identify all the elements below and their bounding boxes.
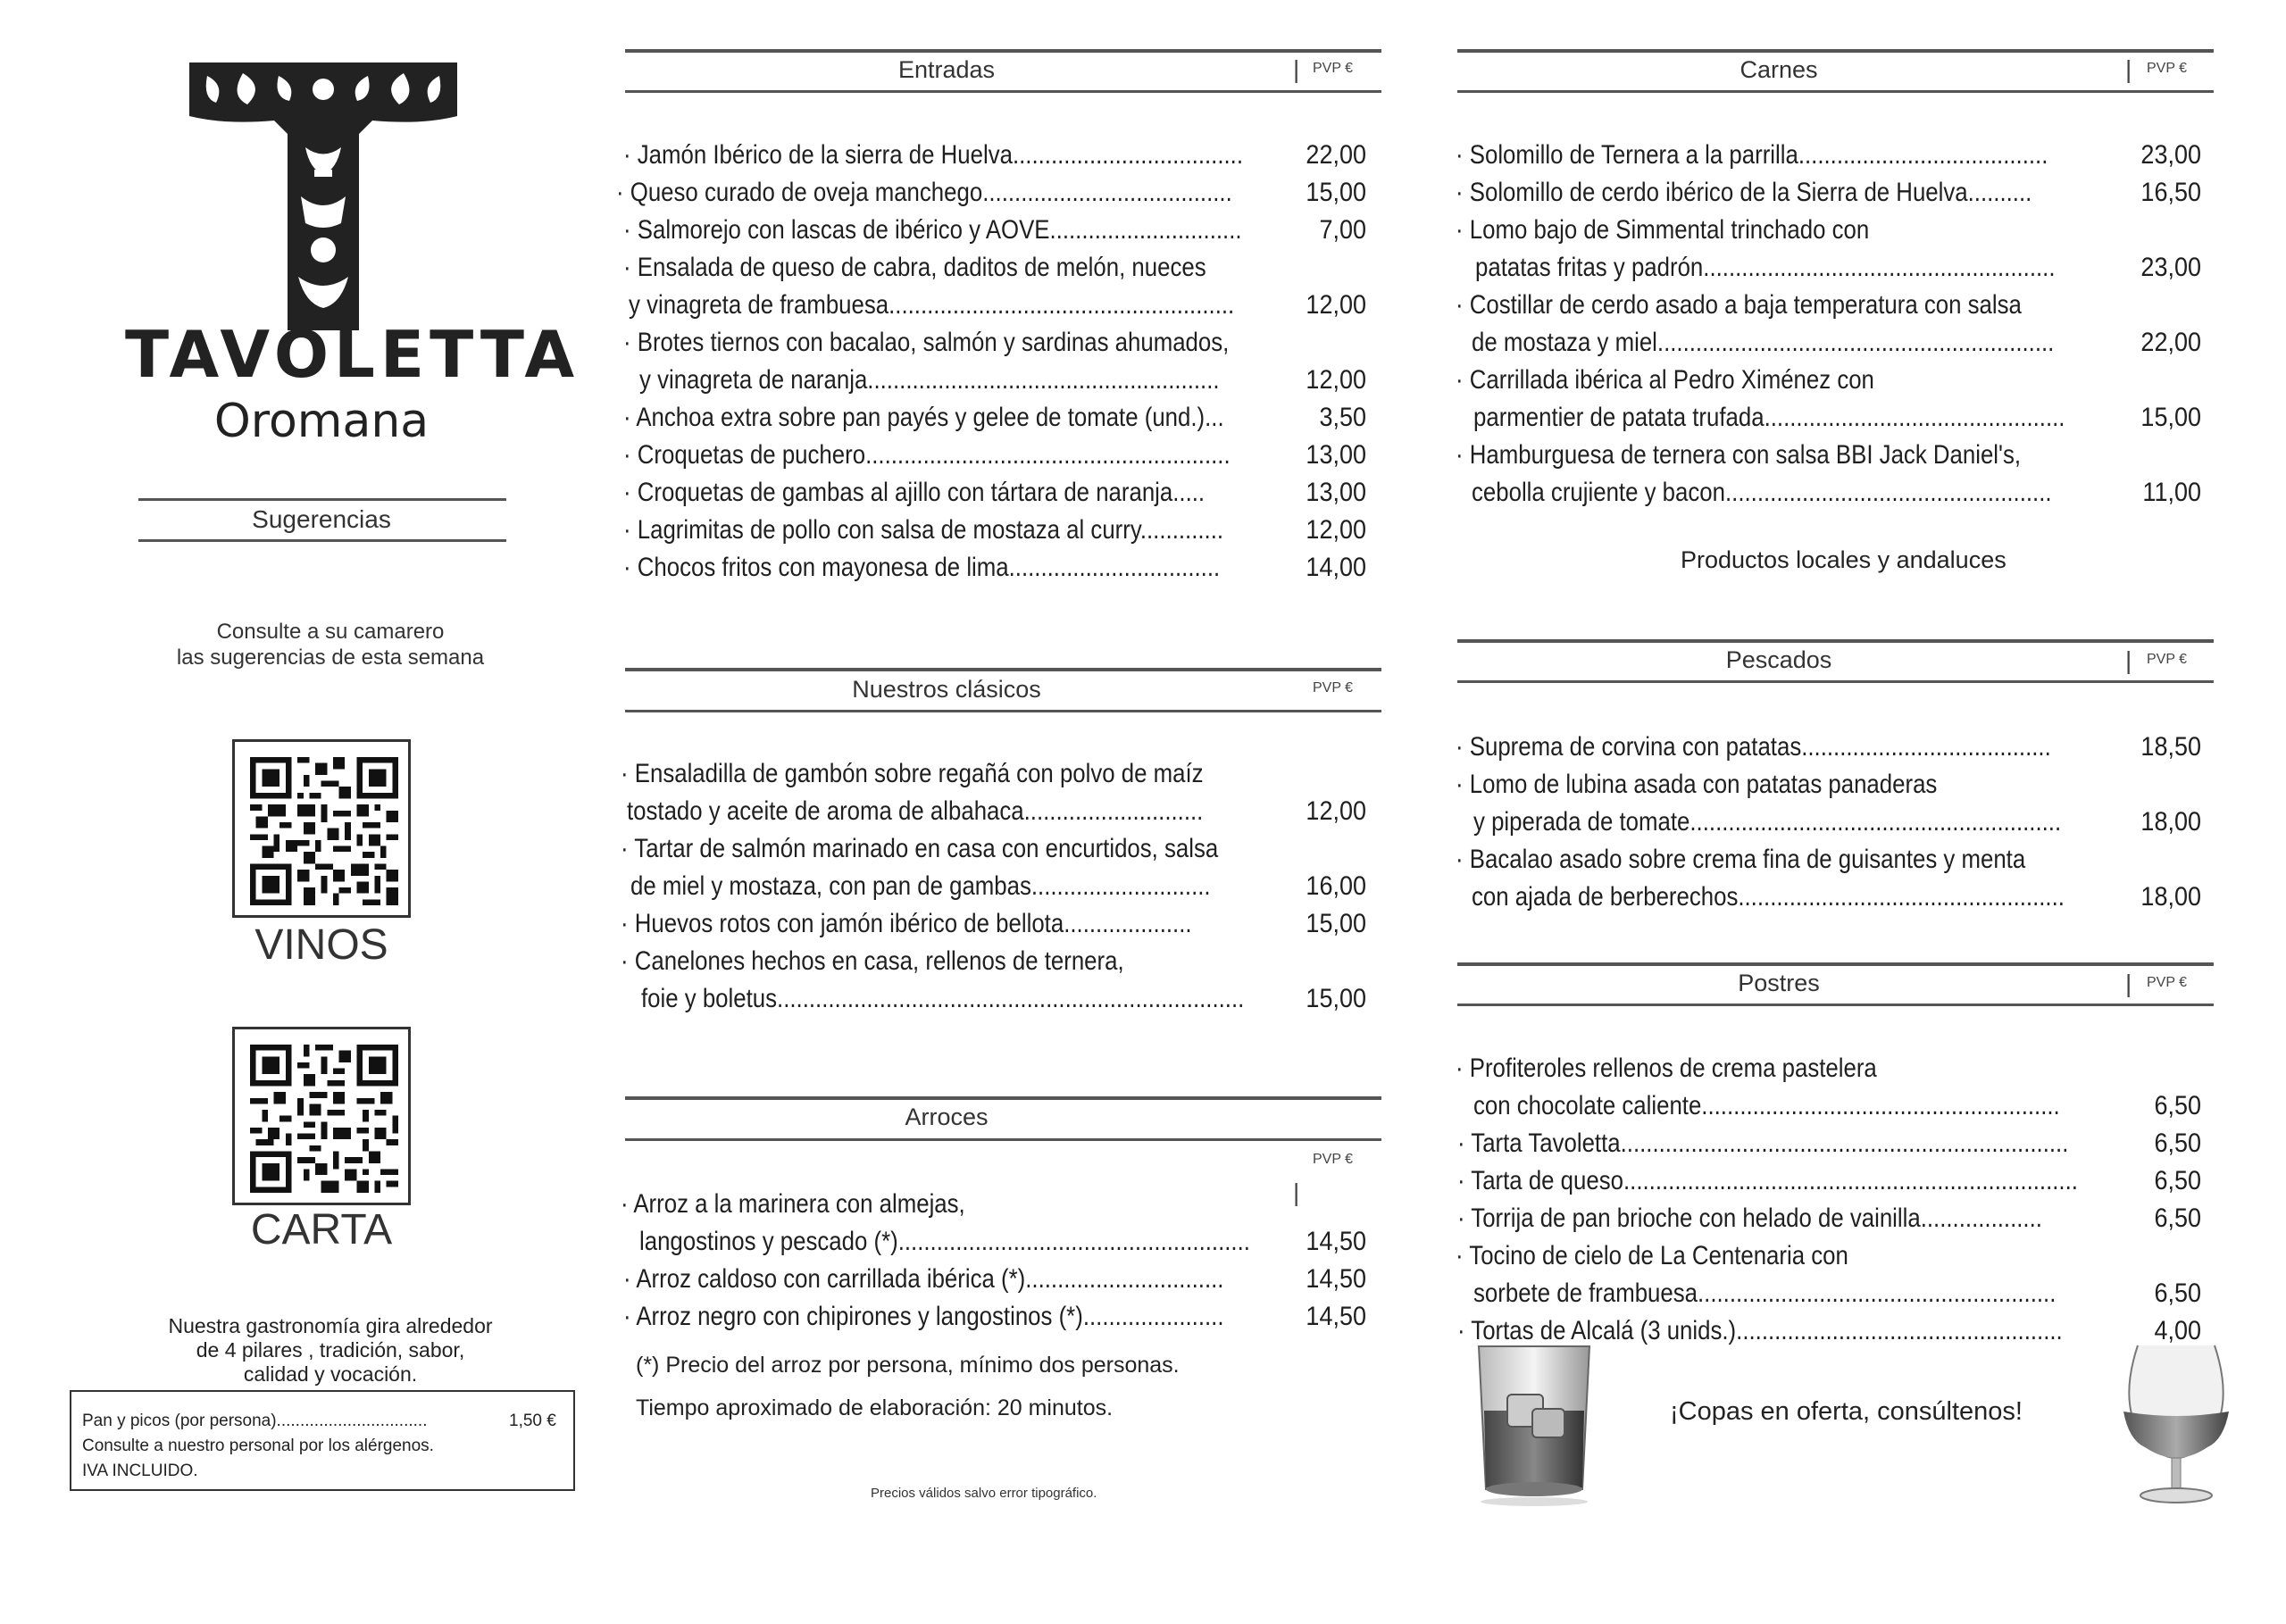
menu-item-price: 6,50: [2154, 1203, 2201, 1233]
pillars-line: Nuestra gastronomía gira alrededor: [168, 1314, 493, 1337]
pipe-separator: |: [2125, 970, 2132, 997]
menu-item: parmentier de patata trufada...............................................: [1473, 403, 2065, 432]
menu-item: · Tarta de queso.......................................................................: [1457, 1166, 2078, 1195]
menu-item: · Torrija de pan brioche con helado de vainilla...................: [1457, 1203, 2042, 1233]
menu-item-price: 14,50: [1306, 1264, 1366, 1294]
menu-item: · Huevos rotos con jamón ibérico de bellota....................: [621, 909, 1192, 938]
menu-item-price: 6,50: [2154, 1091, 2201, 1120]
sugerencias-title: Sugerencias: [252, 505, 391, 533]
menu-item-price: 15,00: [1306, 984, 1366, 1013]
menu-item: · Hamburguesa de ternera con salsa BBI Jack Daniel's,: [1456, 440, 2022, 470]
rice-time-note: Tiempo aproximado de elaboración: 20 minutos.: [636, 1395, 1114, 1420]
info-box: [70, 1390, 575, 1491]
pvp-label: PVP €: [1313, 680, 1354, 695]
arroces-title: Arroces: [905, 1103, 989, 1130]
menu-item-price: 6,50: [2154, 1128, 2201, 1158]
pipe-separator: |: [2125, 646, 2132, 674]
menu-item-price: 15,00: [2140, 403, 2201, 432]
menu-item: · Tocino de cielo de La Centenaria con: [1456, 1241, 1848, 1270]
menu-item-price: 14,50: [1306, 1227, 1366, 1256]
bread-price: 1,50 €: [509, 1412, 556, 1430]
menu-item: · Solomillo de Ternera a la parrilla.......................................: [1456, 140, 2048, 170]
divider: [1457, 962, 2214, 966]
sugerencias-note-line: las sugerencias de esta semana: [176, 645, 485, 670]
pillars-line: calidad y vocación.: [243, 1362, 418, 1386]
menu-item: foie y boletus.........................................................................: [641, 984, 1245, 1013]
menu-item-price: 6,50: [2154, 1166, 2201, 1195]
pvp-label: PVP €: [2147, 975, 2188, 990]
menu-item-price: 22,00: [2140, 328, 2201, 357]
menu-item: · Lomo de lubina asada con patatas panaderas: [1456, 770, 1938, 799]
divider: [625, 1138, 1381, 1141]
menu-item-price: 13,00: [1306, 440, 1366, 470]
vat-note: IVA INCLUIDO.: [82, 1462, 198, 1480]
menu-item: · Ensaladilla de gambón sobre regañá con polvo de maíz: [621, 759, 1204, 788]
divider: [625, 90, 1381, 93]
menu-item-price: 22,00: [1306, 140, 1366, 170]
divider: [1457, 90, 2214, 93]
menu-item: · Queso curado de oveja manchego.......................................: [616, 178, 1232, 207]
menu-item-price: 18,00: [2140, 882, 2201, 912]
menu-label[interactable]: CARTA: [250, 1206, 393, 1253]
menu-item: · Arroz negro con chipirones y langostinos (*)......................: [623, 1302, 1224, 1331]
divider: [625, 1096, 1381, 1100]
menu-item: con ajada de berberechos...................................................: [1472, 882, 2065, 912]
entradas-title: Entradas: [897, 56, 996, 83]
menu-item: patatas fritas y padrón.......................................................: [1475, 253, 2056, 282]
bread-label: Pan y picos (por persona)................................: [82, 1412, 428, 1430]
brandy-glass-icon: [2118, 1342, 2234, 1516]
menu-item-price: 13,00: [1306, 478, 1366, 507]
menu-item: · Arroz a la marinera con almejas,: [621, 1189, 965, 1219]
clasicos-title: Nuestros clásicos: [852, 676, 1041, 703]
divider: [625, 49, 1381, 53]
menu-item: cebolla crujiente y bacon...................................................: [1472, 478, 2052, 507]
menu-item: · Jamón Ibérico de la sierra de Huelva....................................: [623, 140, 1243, 170]
menu-item: · Anchoa extra sobre pan payés y gelee de tomate (und.)...: [623, 403, 1224, 432]
menu-item-price: 18,50: [2140, 732, 2201, 762]
menu-item: de mostaza y miel..............................................................: [1472, 328, 2055, 357]
divider: [1457, 680, 2214, 683]
logo-t-icon: [189, 62, 457, 330]
menu-item-price: 16,00: [1306, 871, 1366, 901]
qr-code-icon: [250, 1045, 398, 1193]
menu-item: · Tartar de salmón marinado en casa con encurtidos, salsa: [621, 834, 1219, 863]
pipe-separator: |: [1293, 55, 1300, 83]
divider: [1457, 49, 2214, 53]
menu-item-price: 12,00: [1306, 290, 1366, 320]
menu-item: · Croquetas de puchero.........................................................: [623, 440, 1231, 470]
rice-note: (*) Precio del arroz por persona, mínimo dos personas.: [636, 1353, 1180, 1378]
carnes-title: Carnes: [1740, 56, 1818, 83]
menu-item: · Carrillada ibérica al Pedro Ximénez con: [1456, 365, 1874, 395]
menu-item-price: 14,00: [1306, 553, 1366, 582]
menu-item: · Croquetas de gambas al ajillo con tártara de naranja.....: [623, 478, 1206, 507]
menu-item-price: 12,00: [1306, 365, 1366, 395]
menu-item: · Arroz caldoso con carrillada ibérica (*)...............................: [623, 1264, 1224, 1294]
wines-label[interactable]: VINOS: [254, 921, 388, 969]
menu-item-price: 18,00: [2140, 807, 2201, 837]
menu-item: y piperada de tomate..........................................................: [1473, 807, 2062, 837]
menu-item: · Lagrimitas de pollo con salsa de mostaza al curry.............: [623, 515, 1224, 545]
divider: [138, 539, 506, 542]
sugerencias-note: [134, 619, 527, 670]
menu-item: · Brotes tiernos con bacalao, salmón y sardinas ahumados,: [623, 328, 1230, 357]
menu-item: · Profiteroles rellenos de crema pastelera: [1456, 1054, 1877, 1083]
menu-item-price: 23,00: [2140, 253, 2201, 282]
menu-item-price: 15,00: [1306, 909, 1366, 938]
menu-item: · Lomo bajo de Simmental trinchado con: [1456, 215, 1870, 245]
menu-item: langostinos y pescado (*).......................................................: [639, 1227, 1250, 1256]
pvp-label: PVP €: [2147, 61, 2188, 76]
menu-item-price: 4,00: [2154, 1316, 2201, 1345]
menu-item: · Costillar de cerdo asado a baja temperatura con salsa: [1456, 290, 2022, 320]
menu-qr-code[interactable]: [232, 1027, 411, 1205]
menu-item-price: 12,00: [1306, 796, 1366, 826]
menu-item-price: 14,50: [1306, 1302, 1366, 1331]
menu-item-price: 12,00: [1306, 515, 1366, 545]
menu-item: · Ensalada de queso de cabra, daditos de melón, nueces: [623, 253, 1206, 282]
pescados-title: Pescados: [1725, 646, 1832, 673]
brand-name: TAVOLETTA: [125, 317, 580, 392]
menu-item: y vinagreta de naranja.......................................................: [639, 365, 1220, 395]
whisky-glass-icon: [1472, 1339, 1597, 1513]
allergens-note: Consulte a nuestro personal por los alérgenos.: [82, 1437, 434, 1455]
pipe-separator: |: [2125, 55, 2132, 83]
divider: [625, 668, 1381, 671]
menu-item-price: 16,50: [2140, 178, 2201, 207]
menu-item: · Canelones hechos en casa, rellenos de ternera,: [621, 946, 1124, 976]
menu-item: · Tortas de Alcalá (3 unids.)...................................................: [1457, 1316, 2063, 1345]
menu-item: · Suprema de corvina con patatas.......................................: [1456, 732, 2051, 762]
menu-item-price: 3,50: [1319, 403, 1366, 432]
qr-code-icon: [250, 757, 398, 905]
pillars-line: de 4 pilares , tradición, sabor,: [196, 1338, 465, 1362]
menu-item: · Chocos fritos con mayonesa de lima.................................: [623, 553, 1221, 582]
brand-subtitle: Oromana: [213, 395, 430, 448]
postres-title: Postres: [1738, 970, 1820, 996]
menu-item-price: 15,00: [1306, 178, 1366, 207]
prices-disclaimer: Precios válidos salvo error tipográfico.: [871, 1486, 1097, 1501]
menu-item-price: 6,50: [2154, 1278, 2201, 1308]
wines-qr-code[interactable]: [232, 739, 411, 918]
divider: [625, 710, 1381, 712]
menu-item: · Salmorejo con lascas de ibérico y AOVE..............................: [623, 215, 1242, 245]
menu-item-price: 11,00: [2142, 478, 2201, 507]
menu-item: con chocolate caliente........................................................: [1473, 1091, 2060, 1120]
menu-item: y vinagreta de frambuesa......................................................: [629, 290, 1235, 320]
divider: [1457, 1004, 2214, 1006]
divider: [1457, 639, 2214, 643]
pvp-label: PVP €: [1313, 61, 1354, 76]
pvp-label: PVP €: [2147, 652, 2188, 667]
menu-item: · Bacalao asado sobre crema fina de guisantes y menta: [1456, 845, 2026, 874]
menu-item: · Solomillo de cerdo ibérico de la Sierra de Huelva..........: [1456, 178, 2032, 207]
divider: [138, 498, 506, 501]
menu-item: sorbete de frambuesa........................................................: [1473, 1278, 2057, 1308]
pillars-text: [134, 1314, 527, 1387]
menu-item-price: 7,00: [1319, 215, 1366, 245]
pvp-label: PVP €: [1313, 1152, 1354, 1167]
sugerencias-note-line: Consulte a su camarero: [216, 620, 445, 644]
pipe-separator: |: [1293, 1178, 1300, 1206]
menu-item: tostado y aceite de aroma de albahaca............................: [627, 796, 1204, 826]
menu-item: de miel y mostaza, con pan de gambas............................: [630, 871, 1211, 901]
menu-item: · Tarta Tavoletta......................................................................: [1457, 1128, 2069, 1158]
menu-item-price: 23,00: [2140, 140, 2201, 170]
local-products-note: Productos locales y andaluces: [1681, 546, 2007, 573]
copas-offer: ¡Copas en oferta, consúltenos!: [1670, 1397, 2023, 1426]
